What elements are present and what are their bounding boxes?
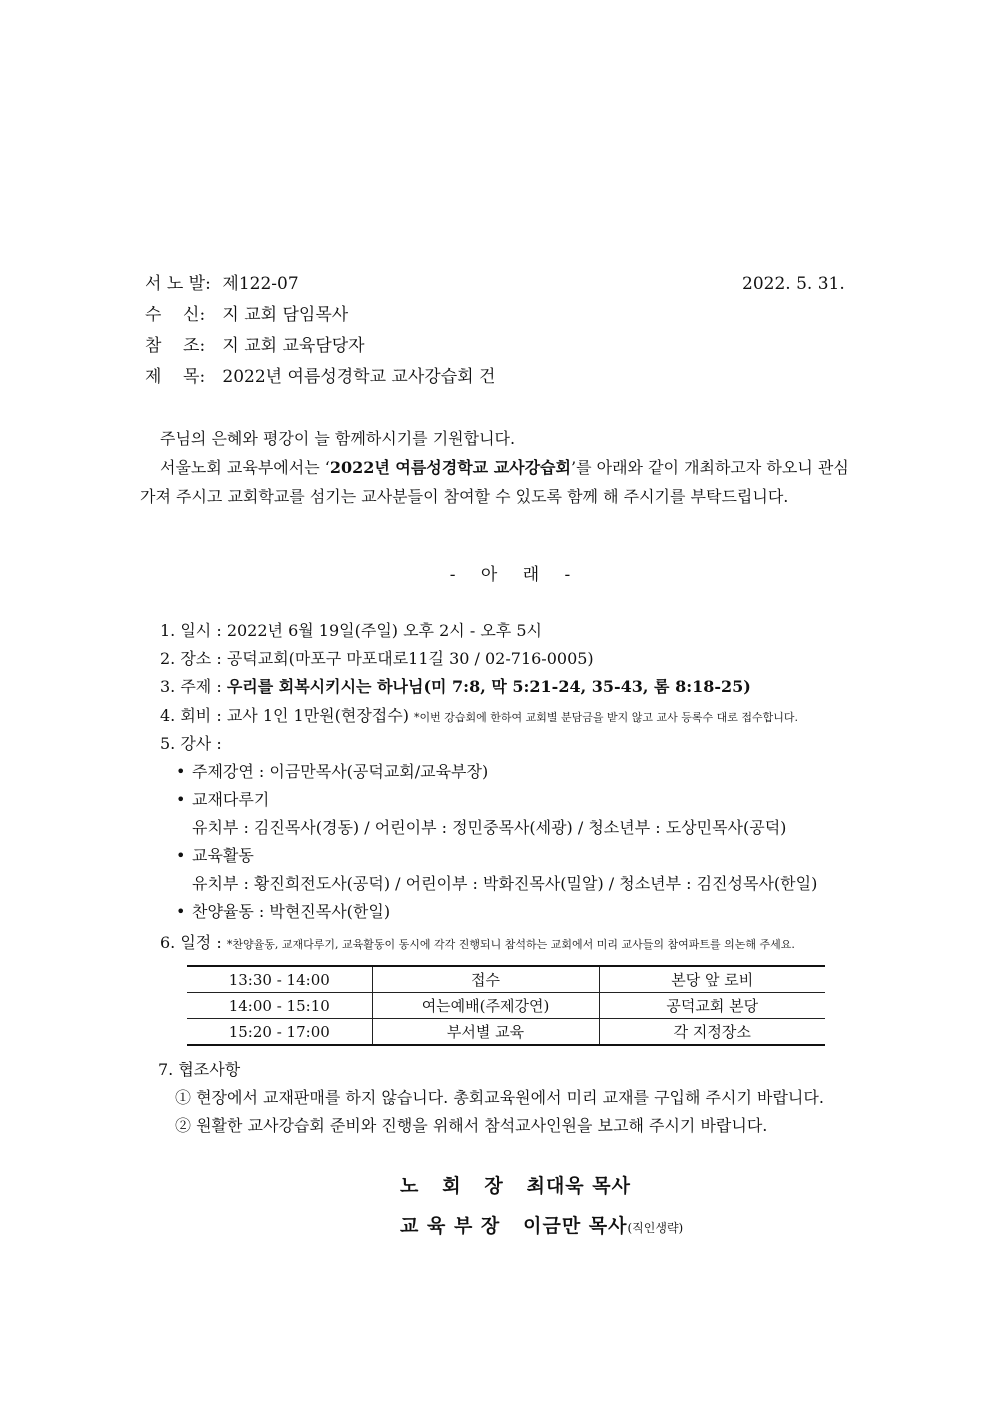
schedule-event: 부서별 교육 [372,1019,599,1046]
body-line-2 [160,454,849,482]
speaker-activity-text: 교육활동 [192,846,254,865]
recipient-label: 수 신: [145,305,206,325]
bullet-icon: • [176,790,186,809]
coop-item-2: ② 원활한 교사강습회 준비와 진행을 위해서 참석교사인원을 보고해 주시기 바랍니다. [175,1116,768,1135]
item-date: 1. 일시 : 2022년 6월 19일(주일) 오후 2시 - 오후 5시 [160,621,542,640]
greeting: 주님의 은혜와 평강이 늘 함께하시기를 기원합니다. [160,429,516,448]
subject-label: 제 목: [145,367,206,387]
doc-date: 2022. 5. 31. [742,274,845,294]
item-fee-note: *이번 강습회에 한하여 교회별 분담금을 받지 않고 교사 등록수 대로 접수합니다. [414,711,799,724]
event-name: 2022년 여름성경학교 교사강습회 [329,458,571,477]
schedule-location: 각 지정장소 [599,1019,825,1046]
signature-education-chair-text: 교 육 부 장 이금만 목사 [400,1215,628,1237]
coop-item-1: ① 현장에서 교재판매를 하지 않습니다. 총회교육원에서 미리 교재를 구입해 주시기 바랍니다. [175,1088,824,1107]
speaker-keynote-text: 주제강연 : 이금만목사(공덕교회/교육부장) [192,762,489,781]
item-theme [160,674,751,700]
schedule-location: 공덕교회 본당 [599,993,825,1019]
cc-label: 참 조: [145,336,206,356]
speaker-textbook-detail: 유치부 : 김진목사(경동) / 어린이부 : 정민중목사(세광) / 청소년부 : 도상민목사(공덕) [192,818,787,837]
recipient: 지 교회 담임목사 [222,305,349,325]
bullet-icon: • [176,762,186,781]
signature-education-chair [400,1211,683,1238]
schedule-event: 여는예배(주제강연) [372,993,599,1019]
item-coop-label: 7. 협조사항 [158,1060,241,1079]
bullet-icon: • [176,846,186,865]
cc: 지 교회 교육담당자 [222,336,365,356]
speaker-keynote [176,759,488,785]
schedule-time: 14:00 - 15:10 [187,993,372,1019]
body-line-3: 가져 주시고 교회학교를 섬기는 교사분들이 참여할 수 있도록 함께 해 주시기를 부탁드립니다. [140,487,789,506]
seal-omitted-note: (직인생략) [627,1221,684,1235]
schedule-event: 접수 [372,966,599,993]
item-fee-text: 4. 회비 : 교사 1인 1만원(현장접수) [160,706,409,725]
body-line-2-c: ’를 아래와 같이 개최하고자 하오니 관심 [570,458,849,477]
item-fee [160,703,798,731]
item-theme-text: 우리를 회복시키시는 하나님(미 7:8, 막 5:21-24, 35-43, 롬 8:18-25) [226,677,751,696]
doc-number-row [145,271,299,297]
doc-number: 제122-07 [222,274,299,294]
subject-row [145,364,495,390]
schedule-time: 13:30 - 14:00 [187,966,372,993]
bullet-icon: • [176,902,186,921]
speaker-textbook [176,787,269,813]
speaker-activity-detail: 유치부 : 황진희전도사(공덕) / 어린이부 : 박화진목사(밀알) / 청소년부 : 김진성목사(한일) [192,874,818,893]
item-theme-label: 3. 주제 : [160,677,227,696]
table-row [187,1019,825,1046]
table-row [187,966,825,993]
schedule-time: 15:20 - 17:00 [187,1019,372,1046]
speaker-textbook-text: 교재다루기 [192,790,270,809]
signature-presbytery-chair: 노 회 장 최대욱 목사 [400,1175,631,1197]
item-schedule-note: *찬양율동, 교재다루기, 교육활동이 동시에 각각 진행되니 참석하는 교회에서 미리 교사들의 참여파트를 의논해 주세요. [226,938,795,951]
recipient-row [145,302,348,328]
body-line-2-a: 서울노회 교육부에서는 ‘ [160,458,330,477]
doc-number-label: 서 노 발: [145,274,211,294]
schedule-location: 본당 앞 로비 [599,966,825,993]
speaker-activity [176,843,254,869]
speaker-praise [176,899,390,925]
item-place: 2. 장소 : 공덕교회(마포구 마포대로11길 30 / 02-716-0005) [160,649,594,668]
subject: 2022년 여름성경학교 교사강습회 건 [222,367,496,387]
table-row [187,993,825,1019]
item-speakers-label: 5. 강사 : [160,734,222,753]
schedule-table [187,965,825,1046]
notice-title: - 아 래 - [449,565,581,585]
item-schedule-label: 6. 일정 : [160,933,222,952]
speaker-praise-text: 찬양율동 : 박현진목사(한일) [192,902,391,921]
item-schedule [160,930,795,958]
cc-row [145,333,365,359]
